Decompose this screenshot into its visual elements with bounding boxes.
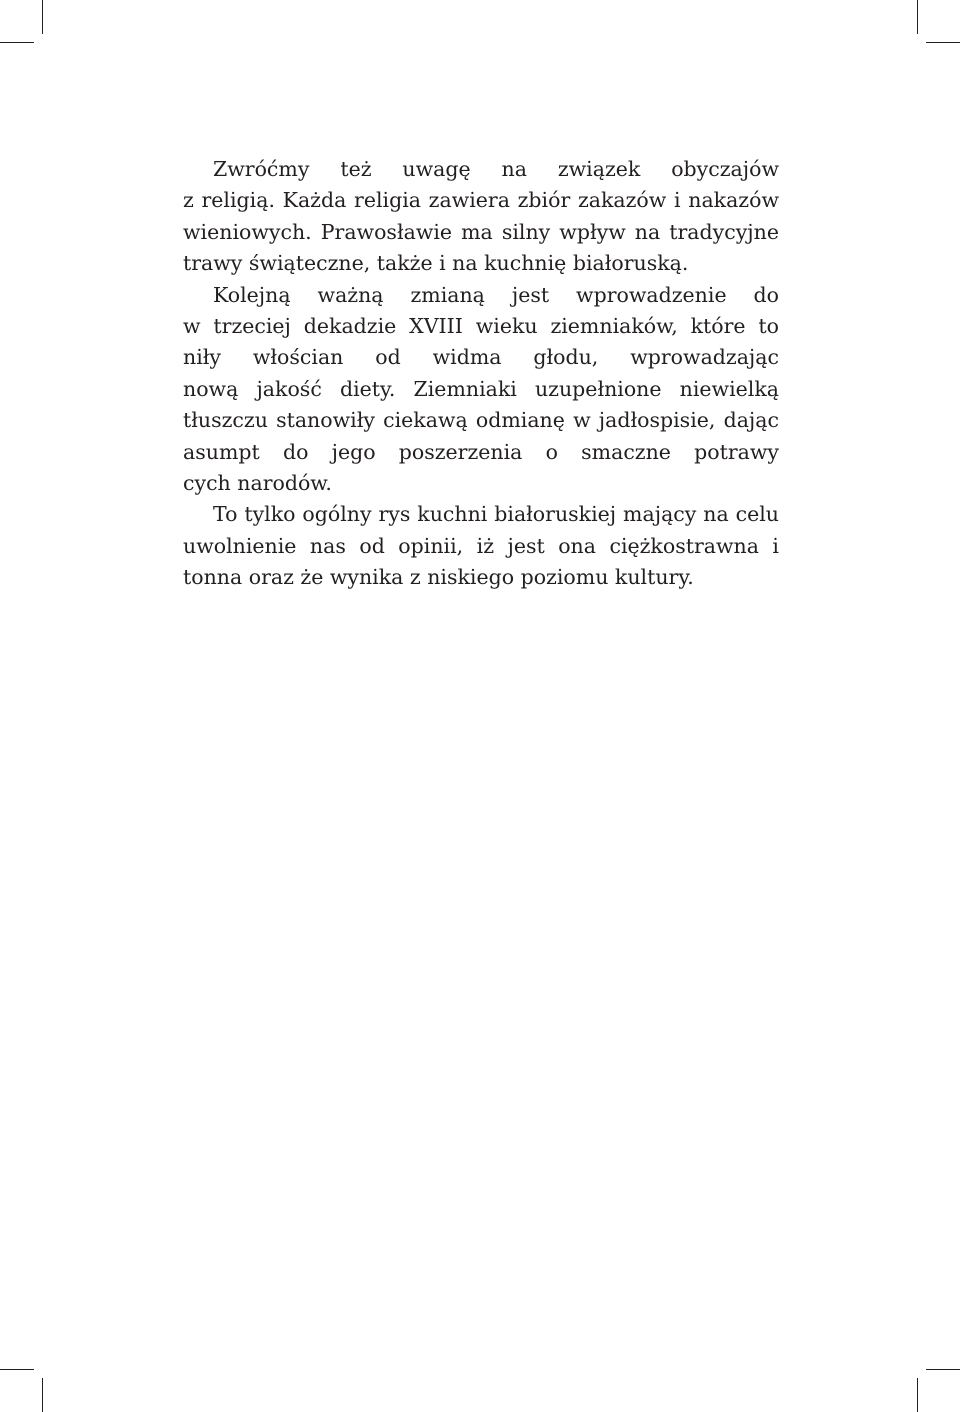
text-line: Zwróćmy też uwagę na związek obyczajów xyxy=(213,157,779,181)
text-line: asumpt do jego poszerzenia o smaczne potrawy xyxy=(183,439,779,464)
text-line: w trzeciej dekadzie XVIII wieku ziemniaków, które to xyxy=(183,313,779,338)
crop-mark-bottom-right xyxy=(917,1378,918,1412)
text-line: tonna oraz że wynika z niskiego poziomu kultury. xyxy=(183,565,694,590)
text-line: z religią. Każda religia zawiera zbiór zakazów i nakazów xyxy=(183,188,779,213)
text-line: To tylko ogólny rys kuchni białoruskiej mający na celu xyxy=(213,502,779,527)
crop-mark-top-left xyxy=(42,0,43,34)
text-line: uwolnienie nas od opinii, iż jest ona ciężkostrawna i xyxy=(183,533,779,558)
text-line: Kolejną ważną zmianą jest wprowadzenie do xyxy=(213,282,779,307)
crop-mark-top-right xyxy=(917,0,918,34)
crop-mark-right-top xyxy=(926,42,960,43)
text-line: wieniowych. Prawosławie ma silny wpływ na tradycyjne xyxy=(183,219,779,244)
crop-mark-right-bottom xyxy=(926,1369,960,1370)
text-line: niły włościan od widma głodu, wprowadzając xyxy=(183,345,779,370)
text-line: tłuszczu stanowiły ciekawą odmianę w jadłospisie, dając xyxy=(183,408,779,433)
text-line: trawy świąteczne, także i na kuchnię białoruską. xyxy=(183,251,689,276)
text-line: nową jakość diety. Ziemniaki uzupełnione niewielką xyxy=(183,376,779,401)
text-line: cych narodów. xyxy=(183,470,332,495)
crop-mark-left-bottom xyxy=(0,1369,34,1370)
crop-mark-bottom-left xyxy=(42,1378,43,1412)
body-text xyxy=(183,154,779,593)
crop-mark-left-top xyxy=(0,42,34,43)
